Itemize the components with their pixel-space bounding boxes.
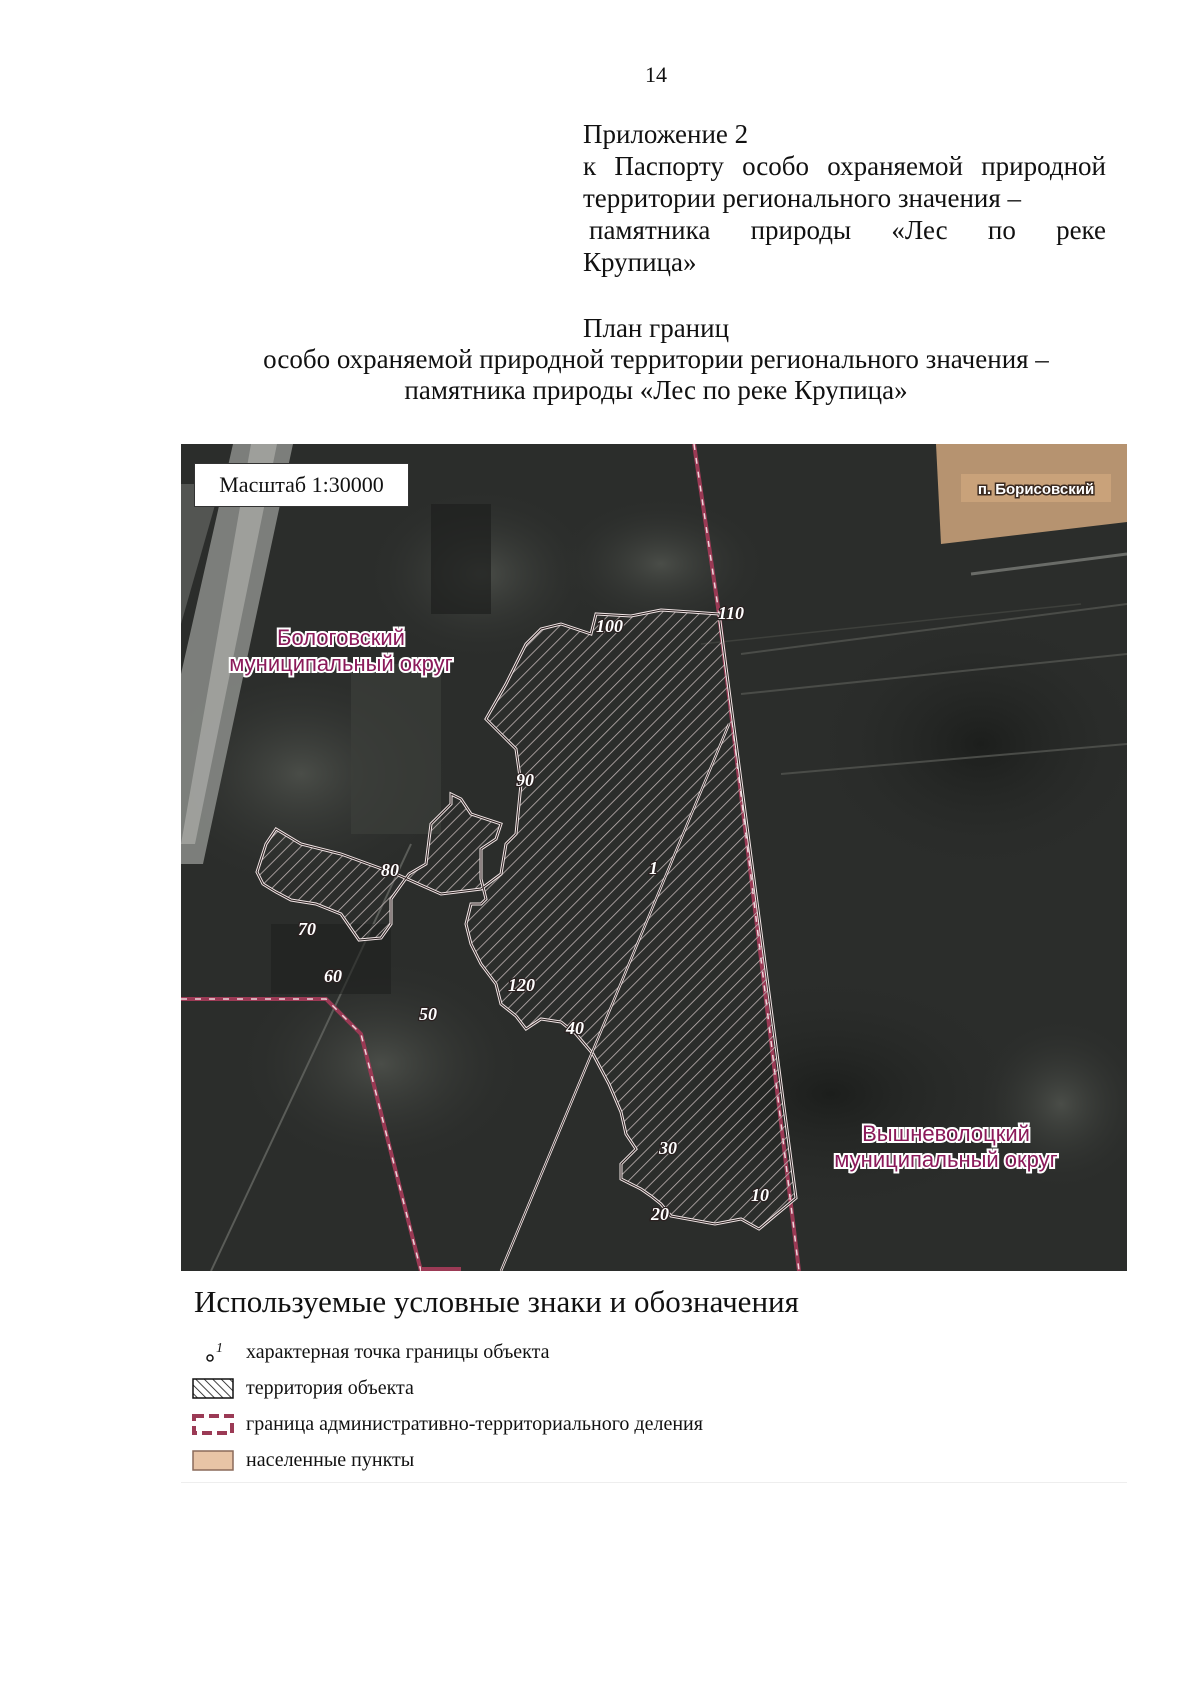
legend (192, 1334, 703, 1478)
district-east-line-1: Вышневолоцкий (862, 1121, 1030, 1146)
scale-label: Масштаб 1:30000 (194, 463, 409, 507)
district-west-line-1: Бологовский (277, 625, 405, 650)
appendix-line-4: памятника природы «Лес по реке (589, 215, 1106, 245)
legend-item-settlement (192, 1442, 703, 1478)
district-west-line-2: муниципальный округ (229, 651, 453, 676)
hatched-area-icon (192, 1376, 234, 1400)
legend-label-admin-boundary: граница административно-территориального деления (246, 1412, 703, 1435)
point-label-110: 110 (718, 603, 745, 623)
settlement-label: п. Борисовский (977, 481, 1095, 498)
appendix-header (583, 118, 1106, 278)
dashed-boundary-icon (192, 1412, 234, 1436)
appendix-line-3: территории регионального значения – (583, 183, 1022, 213)
point-label-60: 60 (324, 966, 342, 986)
footer-divider (181, 1482, 1127, 1483)
appendix-line-1: Приложение 2 (583, 119, 749, 149)
legend-label-territory: территория объекта (246, 1376, 414, 1399)
legend-item-territory (192, 1370, 703, 1406)
point-label-90: 90 (516, 770, 534, 790)
legend-item-boundary-point (192, 1334, 703, 1370)
plan-title-line-2: особо охраняемой природной территории регионального значения – (263, 344, 1049, 374)
appendix-line-2: к Паспорту особо охраняемой природной (583, 151, 1106, 181)
legend-item-admin-boundary (192, 1406, 703, 1442)
point-label-1: 1 (649, 858, 658, 878)
point-label-70: 70 (298, 919, 316, 939)
point-label-80: 80 (381, 860, 399, 880)
plan-title (0, 313, 1200, 406)
page-number: 14 (645, 62, 667, 87)
point-label-10: 10 (751, 1185, 769, 1205)
boundary-map (181, 444, 1127, 1271)
plan-title-line-1: План границ (582, 313, 730, 343)
legend-title: Используемые условные знаки и обозначения (194, 1284, 799, 1319)
point-label-20: 20 (651, 1204, 669, 1224)
legend-label-boundary-point: характерная точка границы объекта (246, 1340, 550, 1363)
point-label-100: 100 (596, 616, 623, 636)
boundary-point-icon (192, 1340, 234, 1364)
plan-title-line-3: памятника природы «Лес по реке Крупица» (404, 375, 908, 405)
district-east-line-2: муниципальный округ (834, 1147, 1058, 1172)
svg-text:1: 1 (216, 1341, 223, 1356)
point-label-50: 50 (419, 1004, 437, 1024)
point-label-120: 120 (508, 975, 535, 995)
point-label-30: 30 (659, 1138, 677, 1158)
point-label-40: 40 (566, 1018, 584, 1038)
settlement-fill-icon (192, 1448, 234, 1472)
legend-label-settlement: населенные пункты (246, 1448, 415, 1471)
appendix-line-5: Крупица» (583, 247, 697, 277)
map-canvas (181, 444, 1127, 1271)
